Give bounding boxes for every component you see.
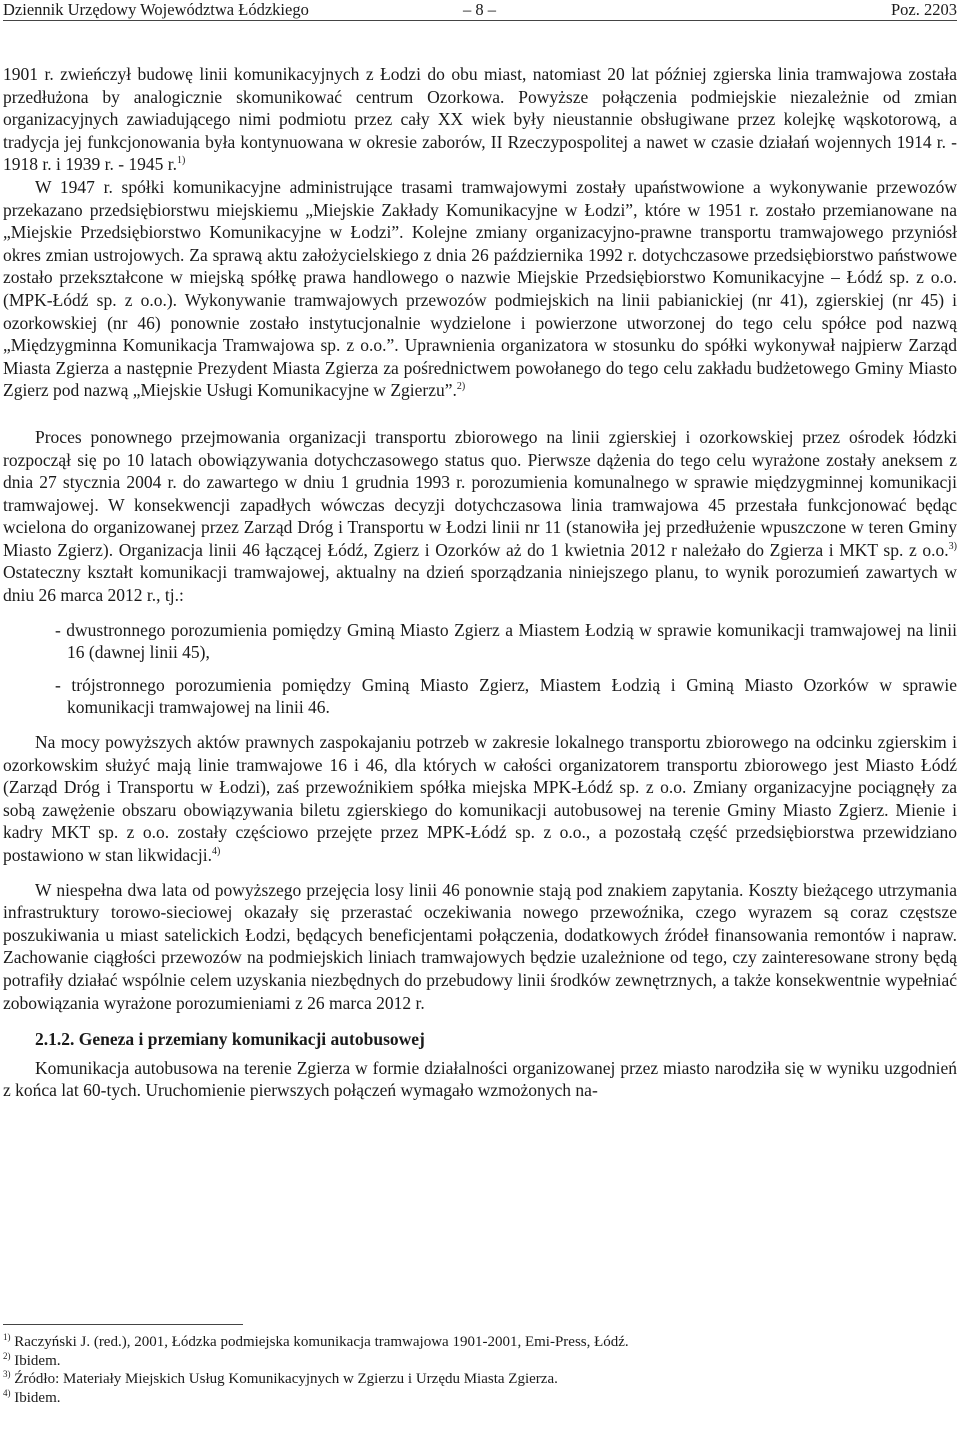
position-number: Poz. 2203 xyxy=(891,0,957,19)
footnote-4: $^{4)}$ Ibidem. xyxy=(3,1387,61,1406)
paragraph-4: Na mocy powyższych aktów prawnych zaspokajaniu potrzeb w zakresie lokalnego transportu zbiorowego na odcinku zgierskim i ozorkowskim służyć mają linie tramwajowe 16 i 46, dla których w całości organizatorem transportu zbiorowego jest Miasto Łódź (Zarząd Dróg i Transportu w Łodzi), zaś przewoźnikiem spółka miejska MPK-Łódź sp. z o.o. Zmiany organizacyjne pociągnęły za sobą zawężenie obszaru obowiązywania biletu zgierskiego do komunikacji autobusowej na terenie Gminy Miasto Zgierz. Mienie i kadry MKT sp. z o.o. zostały częściowo przejęte przez MPK-Łódź sp. z o.o., a pozostałą część przedsiębiorstwa przewidziano postawiono w stan likwidacji.$^{4)}$ xyxy=(3,732,957,865)
footnote-ref-1: 1) xyxy=(177,155,186,167)
footnote-ref-3: 3) xyxy=(948,540,957,552)
document-body xyxy=(3,63,957,1102)
footnotes xyxy=(3,1324,957,1407)
document-page xyxy=(3,0,957,1101)
paragraph-5: W niespełna dwa lata od powyższego przejęcia losy linii 46 ponownie stają pod znakiem zapytania. Koszty bieżącego utrzymania infrastruktury torowo-sieciowej okazały się przerastać oczekiwania nowego przewoźnika, czego wyrazem są coraz częstsze poszukiwania u miast satelickich Łodzi, będących beneficjentami połączenia, dodatkowych źródeł finansowania remontów i napraw. Zachowanie ciągłości przewozów na podmiejskich liniach tramwajowych będzie uzależnione od tego, czy zainteresowane strony będą potrafiły działać wspólnie celem uzyskania niezbędnych do przebudowy linii środków zewnętrznych, a także konsekwentnie wypełniać zobowiązania wyrażone porozumieniami z 26 marca 2012 r. xyxy=(3,879,957,1013)
journal-title: Dziennik Urzędowy Województwa Łódzkiego xyxy=(3,0,309,19)
footnote-ref-2: 2) xyxy=(456,381,466,393)
paragraph-2: W 1947 r. spółki komunikacyjne administrujące trasami tramwajowymi zostały upaństwowione a wykonywanie przewozów przekazano przedsiębiorstwu miejskiemu „Miejskie Zakłady Komunikacyjne w Łodzi”, które w 1951 r. zostało przemianowane na „Miejskie Przedsiębiorstwo Komunikacyjne w Łodzi”. Kolejne zmiany organizacyjno-prawne transportu tramwajowego przyniósł okres zmian ustrojowych. Za sprawą aktu założycielskiego z dnia 26 października 1992 r. dotychczasowe przedsiębiorstwo państwowe zostało przekształcone w miejską spółkę prawa handlowego o nazwie Miejskie Przedsiębiorstwo Komunikacyjne – Łódź sp. z o.o. (MPK-Łódź sp. z o.o.). Wykonywanie tramwajowych przewozów podmiejskich na linii pabianickiej (nr 41), zgierskiej (nr 45) i ozorkowskiej (nr 46) ponownie zostało instytucjonalnie wydzielone i powierzone utworzonej do tego celu spółce pod nazwą „Międzygminna Komunikacja Tramwajowa sp. z o.o.”. Uprawnienia organizatora w stosunku do spółki wykonywał najpierw Zarząd Miasta Zgierza a następnie Prezydent Miasta Zgierza za pośrednictwem powołanego do tego celu zakładu budżetowego Gminy Miasto Zgierz pod nazwą „Miejskie Usługi Komunikacyjne w Zgierzu”.$^{2)}$ xyxy=(3,176,957,401)
footnote-1: $^{1)}$ Raczyński J. (red.), 2001, Łódzka podmiejska komunikacja tramwajowa 1901-2001, Emi-Press, Łódź. xyxy=(3,1332,629,1350)
footnote-divider xyxy=(3,1324,243,1325)
paragraph-6: Komunikacja autobusowa na terenie Zgierza w formie działalności organizowanej przez miasto narodziła się w wyniku uzgodnień z końca lat 60-tych. Uruchomienie pierwszych połączeń wymagało wzmożonych na- xyxy=(3,1057,957,1101)
page-number: – 8 – xyxy=(463,0,496,19)
footnote-ref-4: 4) xyxy=(212,846,221,857)
footnote-2: $^{2)}$ Ibidem. xyxy=(3,1350,61,1369)
list-item: - dwustronnego porozumienia pomiędzy Gminą Miasto Zgierz a Miastem Łodzią w sprawie komunikacji tramwajowej na linii 16 (dawnej linii 45), xyxy=(55,619,957,663)
agreements-list xyxy=(3,619,957,719)
section-heading: 2.1.2. Geneza i przemiany komunikacji autobusowej xyxy=(35,1029,425,1050)
list-item: - trójstronnego porozumienia pomiędzy Gminą Miasto Zgierz, Miastem Łodzią i Gminą Miasto Ozorków w sprawie komunikacji tramwajowej na linii 46. xyxy=(55,674,957,718)
paragraph-1: 1901 r. zwieńczył budowę linii komunikacyjnych z Łodzi do obu miast, natomiast 20 lat później zgierska linia tramwajowa została przedłużona by analogicznie skomunikować centrum Ozorkowa. Powyższe połączenia podmiejskie niezależnie od zmian organizacyjnych zawiadującego nimi podmiotu przez cały XX wiek były nieustannie obsługiwane przez kolejkę wąskotorową, a tradycja jej funkcjonowania była kontynuowana w okresie zaborów, II Rzeczypospolitej a nawet w czasie działań wojennych 1914 r. - 1918 r. i 1939 r. - 1945 r.$^{1)}$ xyxy=(3,64,957,175)
paragraph-3: Proces ponownego przejmowania organizacji transportu zbiorowego na linii zgierskiej i ozorkowskiej przez ośrodek łódzki rozpoczął się po 10 latach obowiązywania dotychczasowego status quo. Pierwsze dążenia do tego celu wyrażone zostały aneksem z dnia 27 stycznia 2004 r. do zawartego w dniu 1 grudnia 1993 r. porozumienia komunalnego w sprawie międzygminnej komunikacji tramwajowej. W konsekwencji zapadłych wówczas decyzji dotychczasowa linia tramwajowa 45 przestała funkcjonować będąc wcielona do organizowanej przez Zarząd Dróg i Transportu w Łodzi linii nr 11 (stanowiła jej przedłużenie wpuszczone w teren Gminy Miasto Zgierz). Organizacja linii 46 łączącej Łódź, Zgierz i Ozorków aż do 1 kwietnia 2012 r należało do Zgierza i MKT sp. z o.o.$^{3)}$ Ostateczny kształt komunikacji tramwajowej, aktualny na dzień sporządzania niniejszego planu, to wynik porozumień zawartych w dniu 26 marca 2012 r., tj.: xyxy=(3,426,957,606)
page-header xyxy=(3,0,957,21)
footnote-3: $^{3)}$ Źródło: Materiały Miejskich Usług Komunikacyjnych w Zgierzu i Urzędu Miasta Zgierza. xyxy=(3,1369,558,1387)
